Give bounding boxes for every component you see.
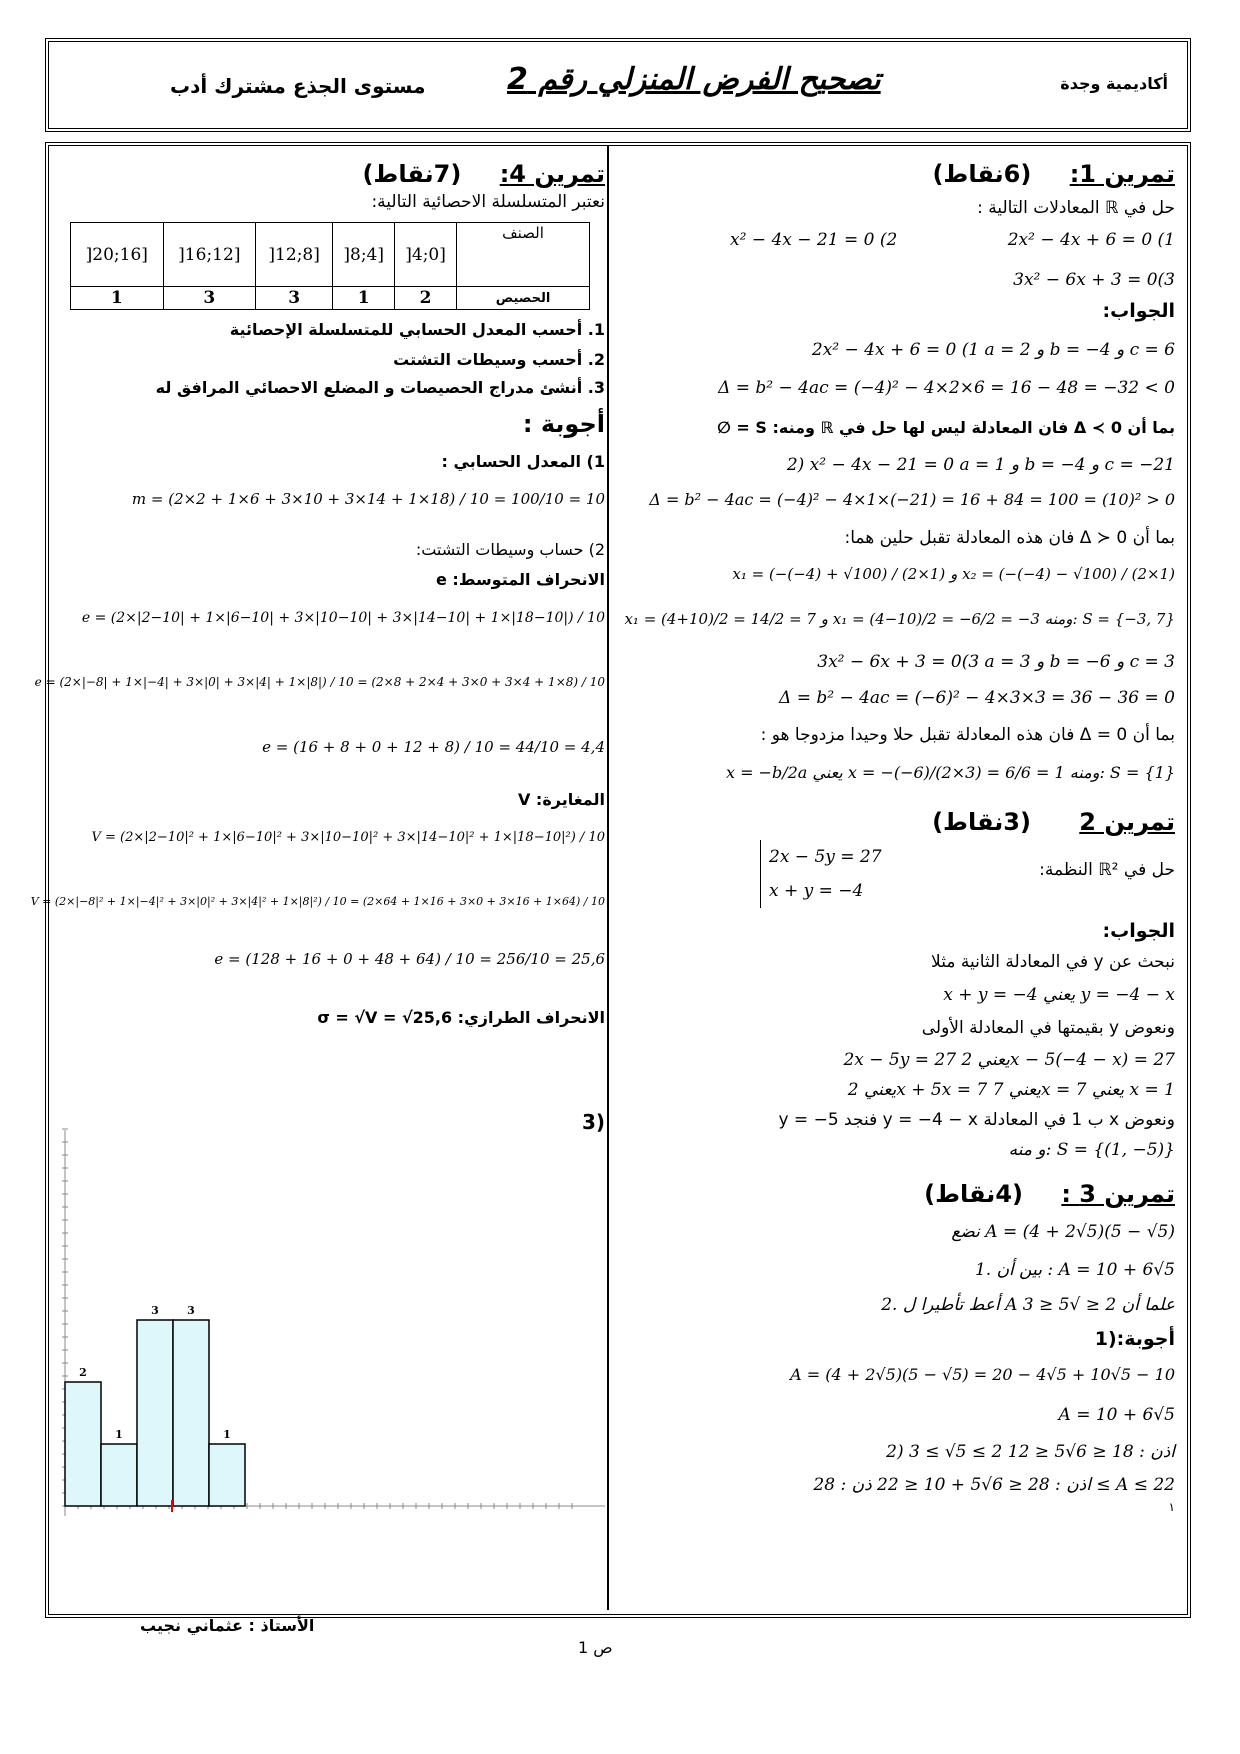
ex2-points: (3نقاط)	[932, 808, 1031, 836]
ex4-q3: 3. أنشئ مدراج الحصيصات و المضلع الاحصائي المرافق له	[155, 378, 605, 397]
ex2-line5: يعني 2x + 5x = 7 يعني 7x = 7 يعني x = 1	[847, 1080, 1175, 1100]
ex3-heading	[924, 1180, 1175, 1208]
table-count-cell: 3	[256, 287, 333, 310]
ex2-intro: حل في ℝ² النظمة:	[1039, 860, 1175, 880]
table-class-cell: [12;16[	[163, 223, 256, 287]
ex2-sys-eq2: x + y = −4	[769, 881, 864, 901]
ex3-line7: اذن : 28 ≤ 6√5 + 10 ≤ 22 ذن : 28 ≤ A ≤ 22	[813, 1475, 1175, 1495]
ex4-intro: نعتبر المتسلسلة الاحصائية التالية:	[371, 192, 605, 212]
ex4-var-title: المغايرة: V	[517, 790, 605, 809]
ex1-s2-delta: Δ = b² − 4ac = (−4)² − 4×1×(−21) = 16 + 84 = 100 = (10)² > 0	[649, 490, 1175, 509]
bar-data-label: 1	[223, 1428, 231, 1441]
teacher-name: الأستاذ : عثماني نجيب	[140, 1616, 315, 1635]
academy-label: أكاديمية وجدة	[1060, 74, 1168, 93]
ex2-line2: x + y = −4 يعني y = −4 − x	[943, 985, 1175, 1005]
table-head-class: الصنف	[457, 223, 590, 287]
ex4-var3: e = (128 + 16 + 0 + 48 + 64) / 10 = 256/10 = 25,6	[214, 950, 605, 968]
histogram-bar	[65, 1382, 101, 1506]
table-count-cell: 3	[163, 287, 256, 310]
bar-data-label: 3	[187, 1304, 195, 1317]
ex1-s2-roots: x₁ = (−(−4) + √100) / (2×1) و x₂ = (−(−4) − √100) / (2×1)	[732, 565, 1175, 583]
ex1-s2-values: x₁ = (4+10)/2 = 14/2 = 7 و x₁ = (4−10)/2 = −6/2 = −3 ومنه: S = {−3, 7}	[624, 610, 1175, 628]
ex4-a2: 2) حساب وسيطات التشتت:	[415, 540, 605, 559]
frequency-table	[70, 222, 590, 310]
ex4-points: (7نقاط)	[362, 160, 462, 188]
table-count-cell: 1	[71, 287, 164, 310]
ex4-q2: 2. أحسب وسيطات التشتت	[393, 350, 605, 369]
ex2-line4: 2x − 5y = 27 يعني 2x − 5(−4 − x) = 27	[843, 1050, 1175, 1070]
ex2-line7: و منه: S = {(1, −5)}	[1008, 1140, 1175, 1160]
page-title: تصحيح الفرض المنزلي رقم 2	[507, 62, 881, 97]
table-class-cell: [8;12[	[256, 223, 333, 287]
ex4-mad-title: الانحراف المتوسط: e	[435, 570, 605, 589]
ex3-line1: نضع A = (4 + 2√5)(5 − √5)	[951, 1222, 1175, 1242]
histogram-bar	[137, 1320, 173, 1506]
ex1-s1-delta: Δ = b² − 4ac = (−4)² − 4×2×6 = 16 − 48 = −32 < 0	[718, 378, 1175, 398]
ex2-line1: نبحث عن y في المعادلة الثانية مثلا	[931, 952, 1175, 972]
page-mark: ١	[1168, 1500, 1175, 1514]
histogram-bar	[101, 1444, 137, 1506]
ex2-title: تمرين 2	[1079, 808, 1175, 836]
ex3-answer: أجوبة:(1	[1094, 1328, 1175, 1350]
histogram-bar	[173, 1320, 209, 1506]
ex4-a1: 1) المعدل الحسابي :	[441, 452, 605, 471]
ex4-var1: V = (2×|2−10|² + 1×|6−10|² + 3×|10−10|² + 3×|14−10|² + 1×|18−10|²) / 10	[91, 830, 605, 845]
ex4-answers: أجوبة :	[522, 410, 605, 438]
ex1-eq3: 3x² − 6x + 3 = 0(3	[1013, 270, 1175, 290]
ex4-mean: m = (2×2 + 1×6 + 3×10 + 3×14 + 1×18) / 10 = 100/10 = 10	[131, 490, 605, 508]
ex1-s3-coeffs: 3x² − 6x + 3 = 0(3 a = 3 و b = −6 و c = 3	[817, 652, 1175, 672]
ex4-mad1: e = (2×|2−10| + 1×|6−10| + 3×|10−10| + 3×|14−10| + 1×|18−10|) / 10	[81, 610, 605, 626]
ex2-sys-eq1: 2x − 5y = 27	[769, 847, 882, 867]
ex3-title: تمرين 3 :	[1061, 1180, 1175, 1208]
ex1-heading	[932, 160, 1175, 188]
ex4-sd: الانحراف الطرازي: σ = √V = √25,6	[317, 1008, 605, 1027]
ex1-s3-text: بما أن Δ = 0 فان هذه المعادلة تقبل حلا وحيدا مزدوجا هو :	[760, 725, 1175, 745]
ex1-s1-coeffs: 2x² − 4x + 6 = 0 (1 a = 2 و b = −4 و c = 6	[811, 340, 1175, 360]
ex1-eq2: x² − 4x − 21 = 0 (2	[730, 230, 898, 250]
ex1-s1-conclusion: بما أن Δ ≺ 0 فان المعادلة ليس لها حل في ℝ ومنه: S = ∅	[717, 418, 1175, 437]
table-head-count: الحصيص	[457, 287, 590, 310]
bar-data-label: 1	[115, 1428, 123, 1441]
ex1-s2-text: بما أن Δ ≻ 0 فان هذه المعادلة تقبل حلين هما:	[844, 528, 1175, 548]
bar-data-label: 2	[79, 1366, 87, 1379]
ex1-s3-root: x = −b/2a يعني x = −(−6)/(2×3) = 6/6 = 1 ومنه: S = {1}	[725, 763, 1175, 782]
table-count-cell: 1	[333, 287, 395, 310]
ex3-line2: 1. بين أن : A = 10 + 6√5	[974, 1260, 1175, 1280]
ex4-mad2: e = (2×|−8| + 1×|−4| + 3×|0| + 3×|4| + 1×|8|) / 10 = (2×8 + 2×4 + 3×0 + 3×4 + 1×8) / 10	[34, 675, 605, 689]
ex2-line6: ونعوض x ب 1 في المعادلة y = −4 − x فنجد y = −5	[778, 1110, 1175, 1130]
ex4-mad3: e = (16 + 8 + 0 + 12 + 8) / 10 = 44/10 = 4,4	[262, 738, 605, 756]
ex3-line3: 2. أعط تأطيرا ل A علما أن 2 ≤ √5 ≤ 3	[881, 1295, 1175, 1315]
ex3-line4: A = (4 + 2√5)(5 − √5) = 20 − 4√5 + 10√5 − 10	[790, 1365, 1175, 1384]
page-number: ص 1	[578, 1638, 613, 1657]
ex2-answer: الجواب:	[1102, 920, 1175, 942]
ex2-system	[760, 840, 882, 908]
table-class-cell: [4;8[	[333, 223, 395, 287]
ex1-s2-coeffs: 2) x² − 4x − 21 = 0 a = 1 و b = −4 و c = −21	[786, 455, 1175, 475]
ex1-title: تمرين 1:	[1069, 160, 1175, 188]
ex1-answer: الجواب:	[1102, 300, 1175, 322]
ex3-line6: 2) 3 ≤ √5 ≤ 2 اذن : 18 ≤ 6√5 ≤ 12	[886, 1442, 1175, 1462]
ex2-line3: ونعوض y بقيمتها في المعادلة الأولى	[921, 1018, 1175, 1038]
ex4-var2: V = (2×|−8|² + 1×|−4|² + 3×|0|² + 3×|4|² + 1×|8|²) / 10 = (2×64 + 1×16 + 3×0 + 3×16 + 1×64) / 10	[30, 895, 605, 908]
level-label: مستوى الجذع مشترك أدب	[170, 74, 426, 98]
ex1-intro: حل في ℝ المعادلات التالية :	[977, 198, 1175, 218]
ex3-points: (4نقاط)	[924, 1180, 1023, 1208]
ex4-q1: 1. أحسب المعدل الحسابي للمتسلسلة الإحصائية	[229, 320, 605, 339]
ex1-eq1: 2x² − 4x + 6 = 0 (1	[1007, 230, 1175, 250]
bar-data-label: 3	[151, 1304, 159, 1317]
table-class-cell: [0;4[	[395, 223, 457, 287]
ex4-title: تمرين 4:	[499, 160, 605, 188]
ex1-points: (6نقاط)	[932, 160, 1032, 188]
ex2-heading	[932, 808, 1175, 836]
histogram-bar	[209, 1444, 245, 1506]
ex4-heading	[362, 160, 605, 188]
table-class-cell: [16;20[	[71, 223, 164, 287]
ex4-a3: (3	[581, 1110, 605, 1134]
ex3-line5: A = 10 + 6√5	[1058, 1405, 1175, 1425]
table-count-cell: 2	[395, 287, 457, 310]
histogram-chart	[55, 1120, 615, 1520]
ex1-s3-delta: Δ = b² − 4ac = (−6)² − 4×3×3 = 36 − 36 = 0	[779, 688, 1175, 708]
